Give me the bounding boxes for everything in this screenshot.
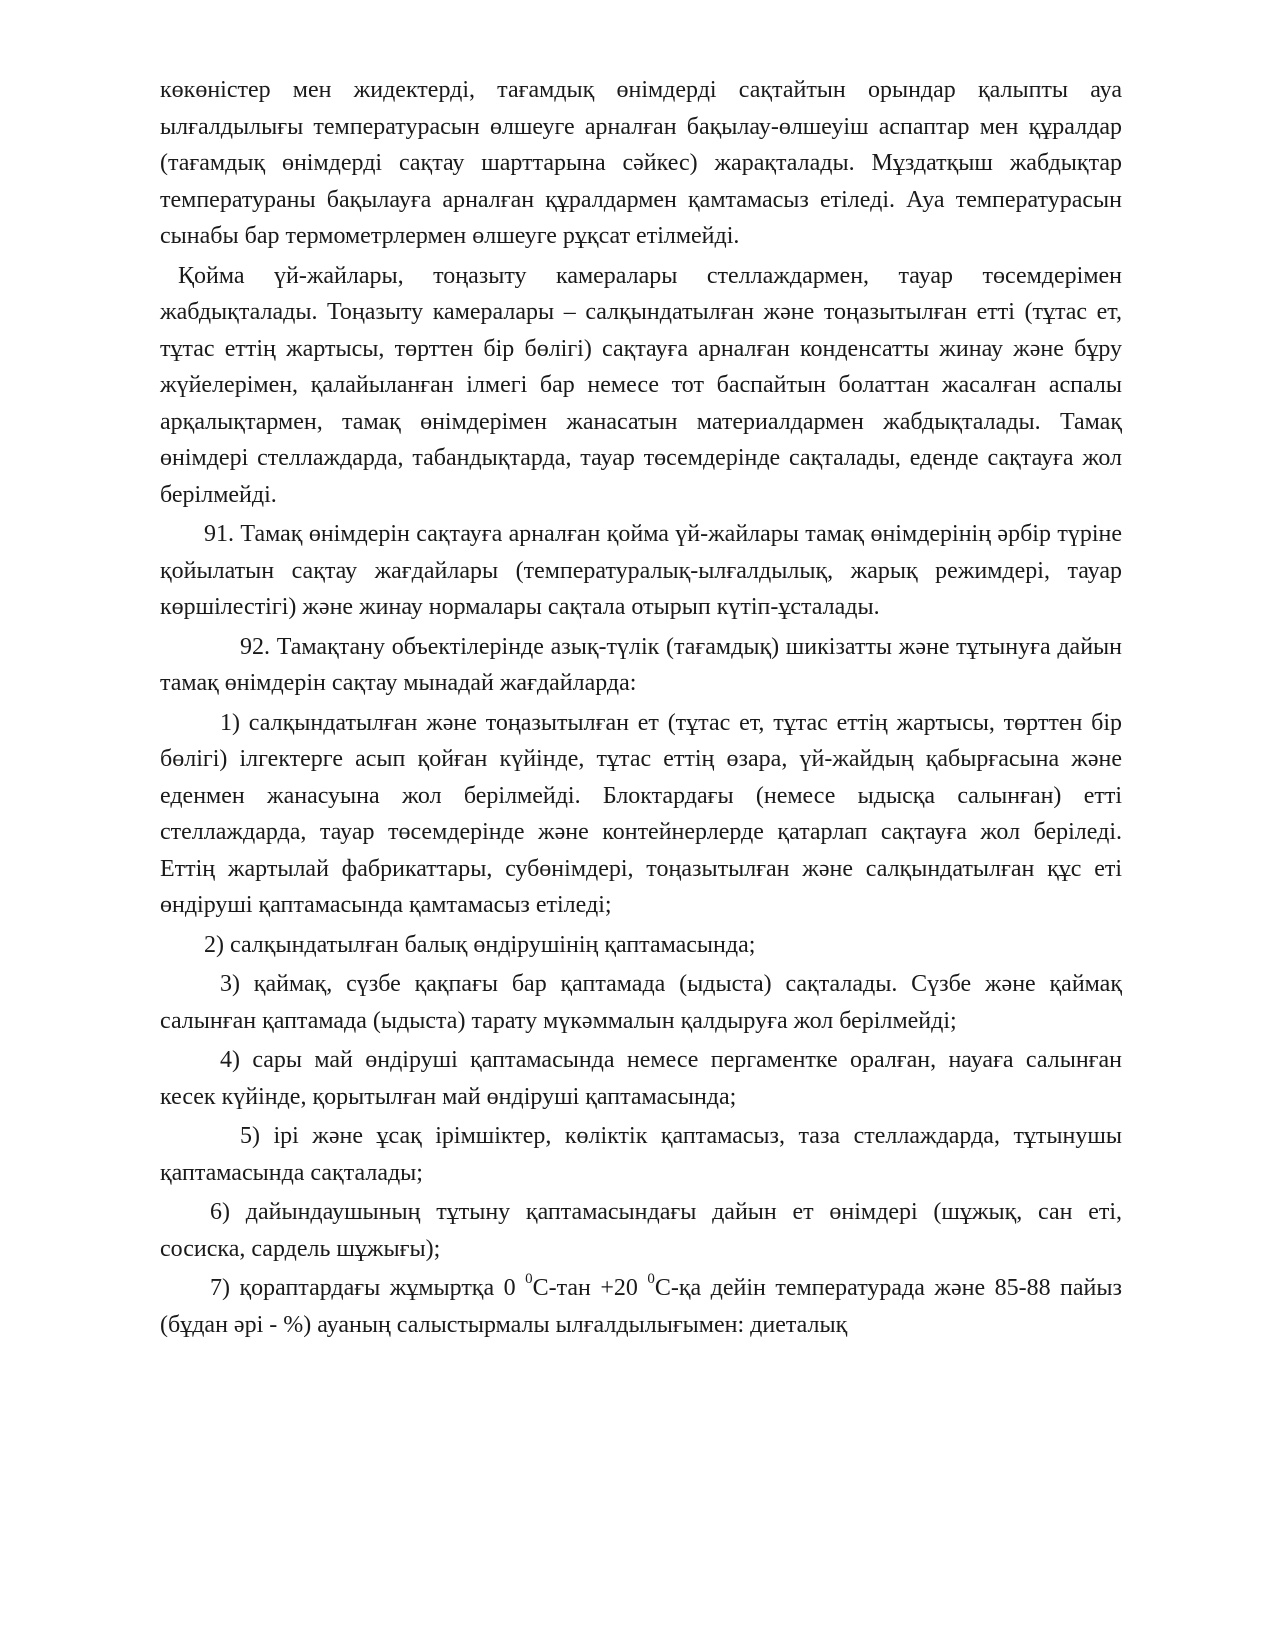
list-item-4: 4) сары май өндіруші қаптамасында немесе пергаментке оралған, науаға салынған кесек күйінде, қорытылған май өндіруші қаптамасында; <box>160 1047 1122 1110</box>
list-item-7 <box>160 1270 1122 1343</box>
paragraph-92: 92. Тамақтану объектілерінде азық-түлік (тағамдық) шикізатты және тұтынуға дайын тамақ өнімдерін сақтау мынадай жағдайларда: <box>160 633 1122 696</box>
list-item-2: 2) салқындатылған балық өндірушінің қаптамасында; <box>204 931 756 958</box>
degree-superscript: 0 <box>525 1271 533 1287</box>
degree-superscript: 0 <box>647 1271 655 1287</box>
list-item-5: 5) ірі және ұсақ ірімшіктер, көліктік қаптамасыз, таза стеллаждарда, тұтынушы қаптамасында сақталады; <box>160 1123 1122 1186</box>
paragraph-continuation: көкөністер мен жидектерді, тағамдық өнімдерді сақтайтын орындар қалыпты ауа ылғалдылығы температурасын өлшеуге арналған бақылау-өлшеуіш аспаптар мен құралдар (тағамдық өнімдерді сақтау шарттарына сәйкес) жарақталады. Мұздатқыш жабдықтар температураны бақылауға арналған құралдармен қамтамасыз етіледі. Ауа температурасын сынабы бар термометрлермен өлшеуге рұқсат етілмейді. <box>160 77 1122 249</box>
paragraph-91: 91. Тамақ өнімдерін сақтауға арналған қойма үй-жайлары тамақ өнімдерінің әрбір түріне қойылатын сақтау жағдайлары (температуралық-ылғалдылық, жарық режимдері, тауар көршілестігі) және жинау нормалары сақтала отырып күтіп-ұсталады. <box>160 521 1122 620</box>
list-item-3: 3) қаймақ, сүзбе қақпағы бар қаптамада (ыдыста) сақталады. Сүзбе және қаймақ салынған қаптамада (ыдыста) тарату мүкәммалын қалдыруға жол берілмейді; <box>160 971 1122 1034</box>
list-item-1: 1) салқындатылған және тоңазытылған ет (тұтас ет, тұтас еттің жартысы, төрттен бір бөлігі) ілгектерге асып қойған күйінде, тұтас еттің өзара, үй-жайдың қабырғасына және еденмен жанасуына жол берілмейді. Блоктардағы (немесе ыдысқа салынған) етті стеллаждарда, тауар төсемдерінде және контейнерлерде қатарлап сақтауға жол беріледі. Еттің жартылай фабрикаттары, субөнімдері, тоңазытылған және салқындатылған құс еті өндіруші қаптамасында қамтамасыз етіледі; <box>160 709 1122 918</box>
list-item-7-text-a: 7) қораптардағы жұмыртқа 0 <box>210 1275 526 1301</box>
list-item-7-text-c: С-қа дейін температурада және 85-88 пайыз (бұдан әрі - %) ауаның салыстырмалы ылғалдылығымен: диеталық <box>160 1275 1122 1338</box>
list-item-7-text-b: С-тан +20 <box>532 1275 648 1301</box>
document-page <box>160 72 1122 1343</box>
list-item-6: 6) дайындаушының тұтыну қаптамасындағы дайын ет өнімдері (шұжық, сан еті, сосиска, сардель шұжығы); <box>160 1199 1122 1262</box>
paragraph-storage-rooms: Қойма үй-жайлары, тоңазыту камералары стеллаждармен, тауар төсемдерімен жабдықталады. Тоңазыту камералары – салқындатылған және тоңазытылған етті (тұтас ет, тұтас еттің жартысы, төрттен бір бөлігі) сақтауға арналған конденсатты жинау және бұру жүйелерімен, қалайыланған ілмегі бар немесе тот баспайтын болаттан жасалған аспалы арқалықтармен, тамақ өнімдерімен жанасатын материалдармен жабдықталады. Тамақ өнімдері стеллаждарда, табандықтарда, тауар төсемдерінде сақталады, еденде сақтауға жол берілмейді. <box>160 262 1122 508</box>
